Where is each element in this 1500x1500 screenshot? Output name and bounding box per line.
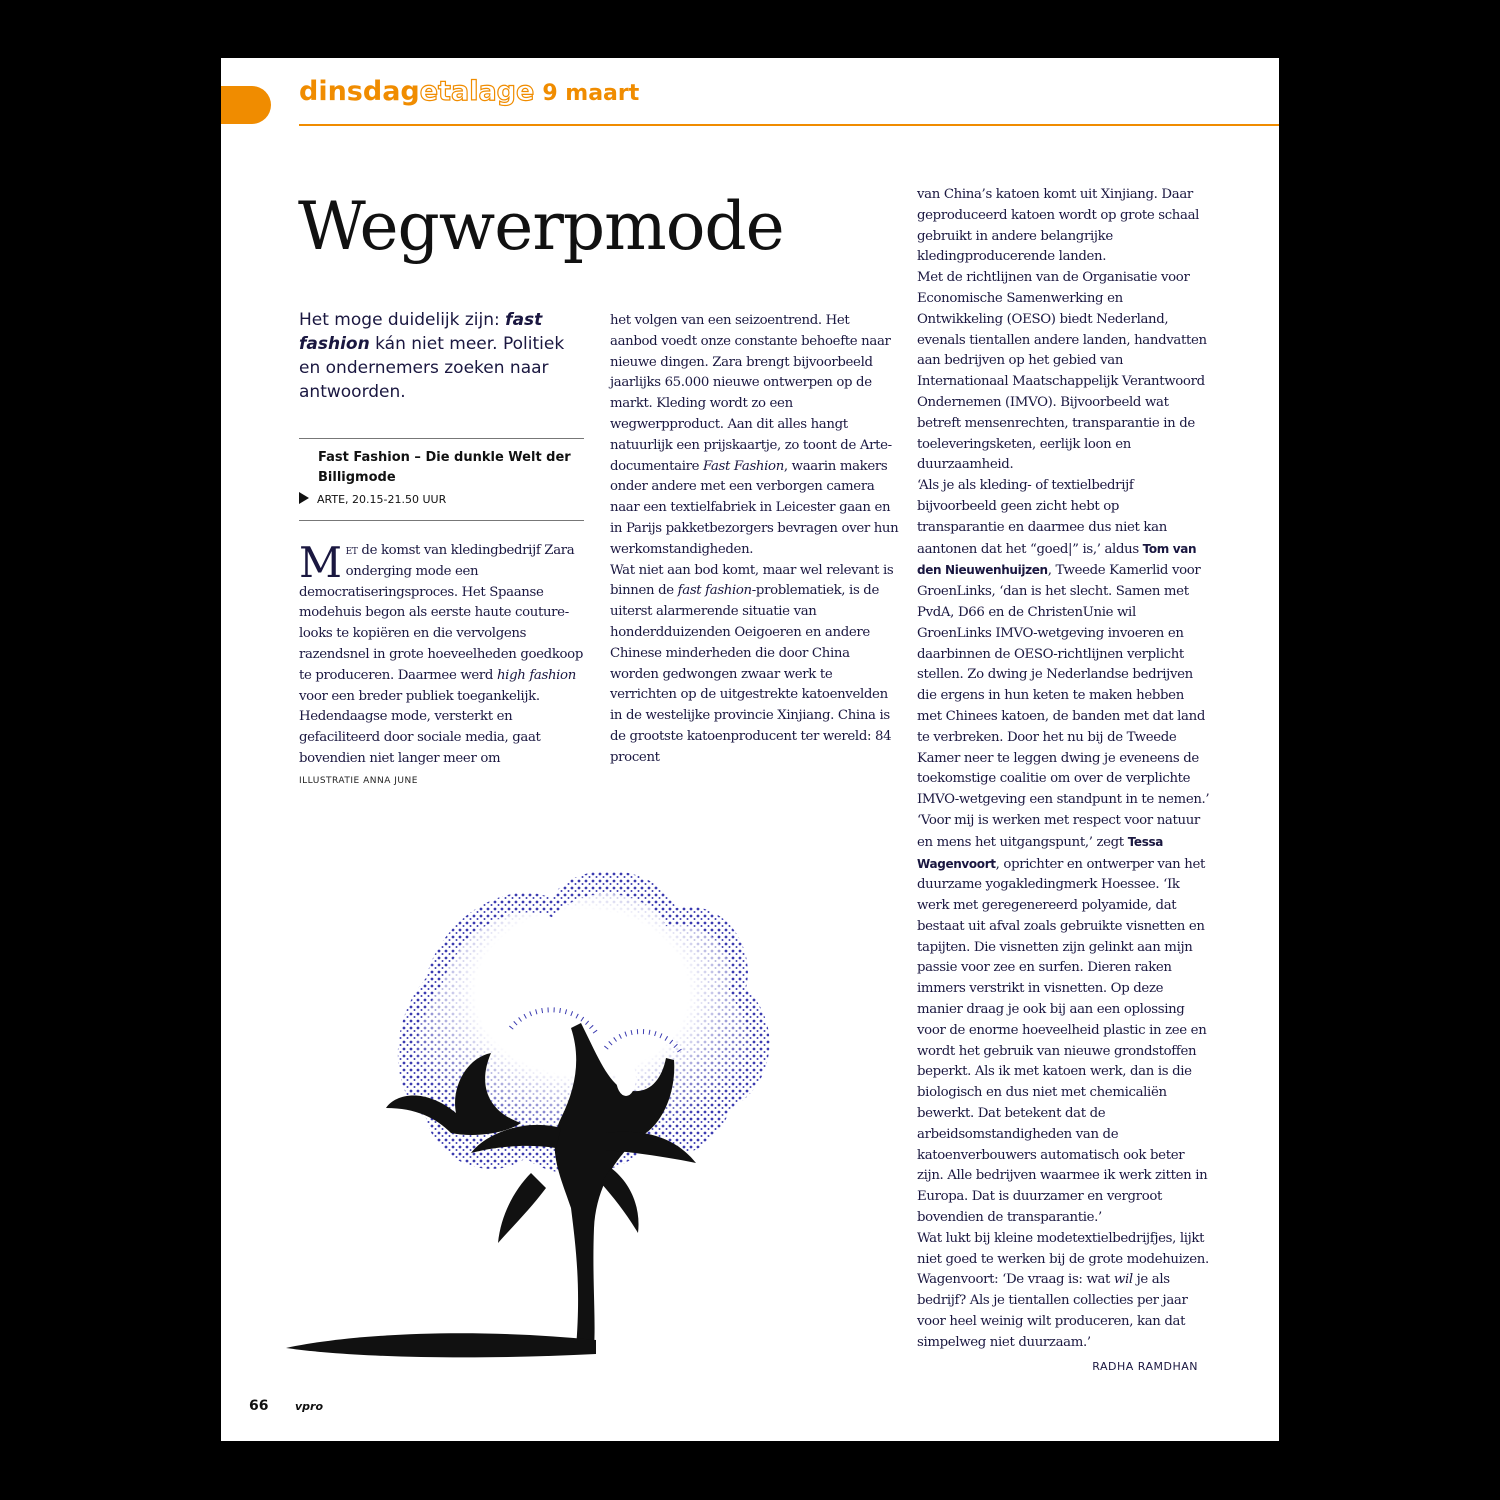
intro-emphasis: fast fashion bbox=[299, 310, 543, 354]
cotton-tree-illustration bbox=[276, 788, 836, 1358]
vpro-logo: vpro bbox=[295, 1400, 324, 1413]
paragraph: Wat niet aan bod komt, maar wel relevant is binnen de fast fashion-problematiek, is de uiterst alarmerende situatie van honderdduizenden Oeigoeren en andere Chinese minderheden die door China worden gedwongen zwaar werk te verrichten op de uitgestrekte katoenvelden in de westelijke provincie Xinjiang. China is de grootste katoenproducent ter wereld: 84 procent bbox=[610, 562, 894, 765]
page-number: 66 bbox=[249, 1398, 269, 1414]
magazine-page bbox=[221, 58, 1279, 1441]
drop-cap: M bbox=[299, 538, 342, 587]
section-name-outline: etalage bbox=[419, 76, 535, 107]
body-column-2 bbox=[610, 311, 900, 769]
paragraph: Met de komst van kledingbedrijf Zara onderging mode een democratiseringsproces. Het Spaanse modehuis begon als eerste haute couture-looks te kopiëren en die vervolgens razendsnel in grote hoeveelheden goedkoop te produceren. Daarmee werd high fashion voor een breder publiek toegankelijk. Hedendaagse mode, versterkt en gefaciliteerd door sociale media, gaat bovendien niet langer meer om bbox=[299, 538, 583, 766]
section-header bbox=[299, 76, 639, 107]
section-date: 9 maart bbox=[542, 81, 640, 106]
play-icon bbox=[299, 492, 309, 504]
article-intro bbox=[299, 308, 579, 404]
intro-text: Het moge duidelijk zijn: bbox=[299, 310, 506, 330]
body-column-1 bbox=[299, 538, 588, 770]
person-name: Tessa Wagenvoort bbox=[917, 834, 1164, 871]
person-name: Tom van den Nieuwenhuijzen bbox=[917, 541, 1197, 578]
paragraph: het volgen van een seizoentrend. Het aanbod voedt onze constante behoefte naar nieuwe dingen. Zara brengt bijvoorbeeld jaarlijks 65.000 nieuwe ontwerpen op de markt. Kleding wordt zo een wegwerpproduct. Aan dit alles hangt natuurlijk een prijskaartje, zo toont de Arte-documentaire Fast Fashion, waarin makers onder andere met een verborgen camera naar een textielfabriek in Leicester gaan en in Parijs pakketbezorgers bevragen over hun werkomstandigheden. bbox=[610, 313, 899, 557]
program-info-box bbox=[299, 438, 584, 521]
section-name-bold: dinsdag bbox=[299, 76, 420, 107]
illustration-credit: ILLUSTRATIE ANNA JUNE bbox=[299, 776, 418, 786]
program-time: ARTE, 20.15-21.50 UUR bbox=[317, 493, 447, 506]
paragraph: ‘Als je als kleding- of textielbedrijf bijvoorbeeld geen zicht hebt op transparantie en daarmee dus niet kan aantonen dat het “goed|” is,’ aldus Tom van den Nieuwenhuijzen, Tweede Kamerlid voor GroenLinks, ‘dan is het slecht. Samen met PvdA, D66 en de ChristenUnie wil GroenLinks IMVO-wetgeving invoeren en daarbinnen de OESO-richtlijnen verplicht stellen. Zo dwing je Nederlandse bedrijven die ergens in hun keten te maken hebben met Chinees katoen, de banden met dat land te verbreken. Door het nu bij de Tweede Kamer neer te leggen dwing je eveneens de toekomstige coalitie om over de verplichte IMVO-wetgeving een standpunt in te nemen.’ bbox=[917, 478, 1210, 808]
header-rule bbox=[299, 124, 1279, 126]
body-column-3 bbox=[917, 185, 1210, 1377]
article-title: Wegwerpmode bbox=[298, 188, 784, 265]
paragraph: Wat lukt bij kleine modetextielbedrijfjes, lijkt niet goed te werken bij de grote modehuizen. Wagenvoort: ‘De vraag is: wat wil je als bedrijf? Als je tientallen collecties per jaar voor heel weinig wilt produceren, kan dat simpelweg niet duurzaam.’ bbox=[917, 1230, 1209, 1350]
program-time-row bbox=[299, 491, 584, 509]
paragraph: Met de richtlijnen van de Organisatie voor Economische Samenwerking en Ontwikkeling (OESO) biedt Nederland, evenals tientallen andere landen, handvatten aan bedrijven op het gebied van Internationaal Maatschappelijk Verantwoord Ondernemen (IMVO). Bijvoorbeeld wat betreft mensenrechten, transparantie in de toeleveringsketen, eerlijk loon en duurzaamheid. bbox=[917, 270, 1207, 473]
author-byline: RADHA RAMDHAN bbox=[1092, 1359, 1198, 1373]
paragraph: ‘Voor mij is werken met respect voor natuur en mens het uitgangspunt,’ zegt Tessa Wagenvoort, oprichter en ontwerper van het duurzame yogakledingmerk Hoessee. ‘Ik werk met geregenereerd polyamide, dat bestaat uit afval zoals gebruikte visnetten en tapijten. Die visnetten zijn gelinkt aan mijn passie voor zee en surfen. Dieren raken immers verstrikt in visnetten. Op deze manier draag je ook bij aan een oplossing voor de enorme hoeveelheid plastic in zee en wordt het gebruik van nieuwe grondstoffen beperkt. Als ik met katoen werk, dan is die biologisch en dus niet met chemicaliën bewerkt. Dat betekent dat de arbeidsomstandigheden van de katoenverbouwers automatisch ook beter zijn. Alle bedrijven waarmee ik werk zitten in Europa. Dat is duurzamer en vergroot bovendien de transparantie.’ bbox=[917, 812, 1208, 1226]
intro-text-end: kán niet meer. Politiek en ondernemers zoeken naar antwoorden. bbox=[299, 334, 565, 402]
section-tab bbox=[221, 86, 271, 124]
paragraph: van China’s katoen komt uit Xinjiang. Daar geproduceerd katoen wordt op grote schaal gebruikt in andere belangrijke kledingproducerende landen. bbox=[917, 187, 1200, 265]
program-title: Fast Fashion – Die dunkle Welt der Billigmode bbox=[318, 450, 571, 485]
